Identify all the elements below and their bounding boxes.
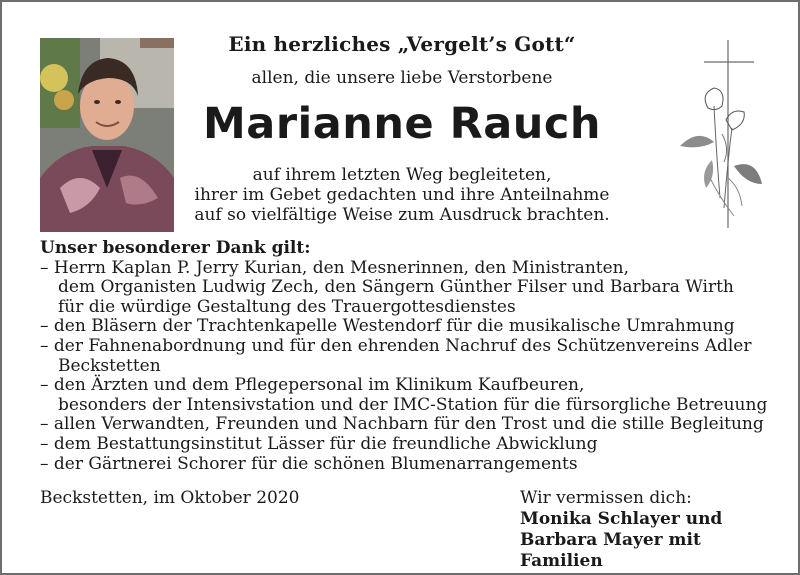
signer-name: Barbara Mayer mit Familien <box>520 530 701 571</box>
gratitude-line: auf ihrem letzten Weg begleiteten, <box>252 165 552 185</box>
thanks-line: für die würdige Gestaltung des Trauergottesdienstes <box>58 296 516 317</box>
deceased-name: Marianne Rauch <box>203 99 601 149</box>
thanks-line: – den Ärzten und dem Pflegepersonal im Klinikum Kaufbeuren, <box>40 375 585 396</box>
thanks-line: besonders der Intensivstation und der IMC-Station für die fürsorgliche Betreuung <box>58 394 768 415</box>
thanks-line: – allen Verwandten, Freunden und Nachbarn für den Trost und die stille Begleitung <box>40 414 764 435</box>
place-date: Beckstetten, im Oktober 2020 <box>40 488 300 508</box>
thanks-section <box>40 239 780 474</box>
gratitude-line: auf so vielfältige Weise zum Ausdruck brachten. <box>194 205 610 225</box>
thanks-title: Unser besonderer Dank gilt: <box>40 238 311 258</box>
signature-block <box>520 488 780 572</box>
intro-text: allen, die unsere liebe Verstorbene <box>251 68 553 88</box>
thanks-line: dem Organisten Ludwig Zech, den Sängern Günther Filser und Barbara Wirth <box>58 277 734 298</box>
thanks-line: – der Gärtnerei Schorer für die schönen Blumenarrangements <box>40 453 578 474</box>
thanks-line: – den Bläsern der Trachtenkapelle Westendorf für die musikalische Umrahmung <box>40 316 735 337</box>
cross-with-calla-lilies <box>670 38 770 234</box>
portrait-photo <box>40 38 174 232</box>
signer-name: Monika Schlayer und <box>520 509 723 529</box>
gratitude-line: ihrer im Gebet gedachten und ihre Anteilnahme <box>194 185 610 205</box>
thanks-line: Beckstetten <box>58 355 161 376</box>
thanks-line: – der Fahnenabordnung und für den ehrenden Nachruf des Schützenvereins Adler <box>40 335 752 356</box>
thanks-line: – dem Bestattungsinstitut Lässer für die freundliche Abwicklung <box>40 433 598 454</box>
thanks-line: – Herrn Kaplan P. Jerry Kurian, den Mesnerinnen, den Ministranten, <box>40 257 630 278</box>
gratitude-text <box>182 165 622 225</box>
thanks-heading: Ein herzliches „Vergelt’s Gott“ <box>228 32 576 56</box>
miss-text: Wir vermissen dich: <box>520 488 692 508</box>
